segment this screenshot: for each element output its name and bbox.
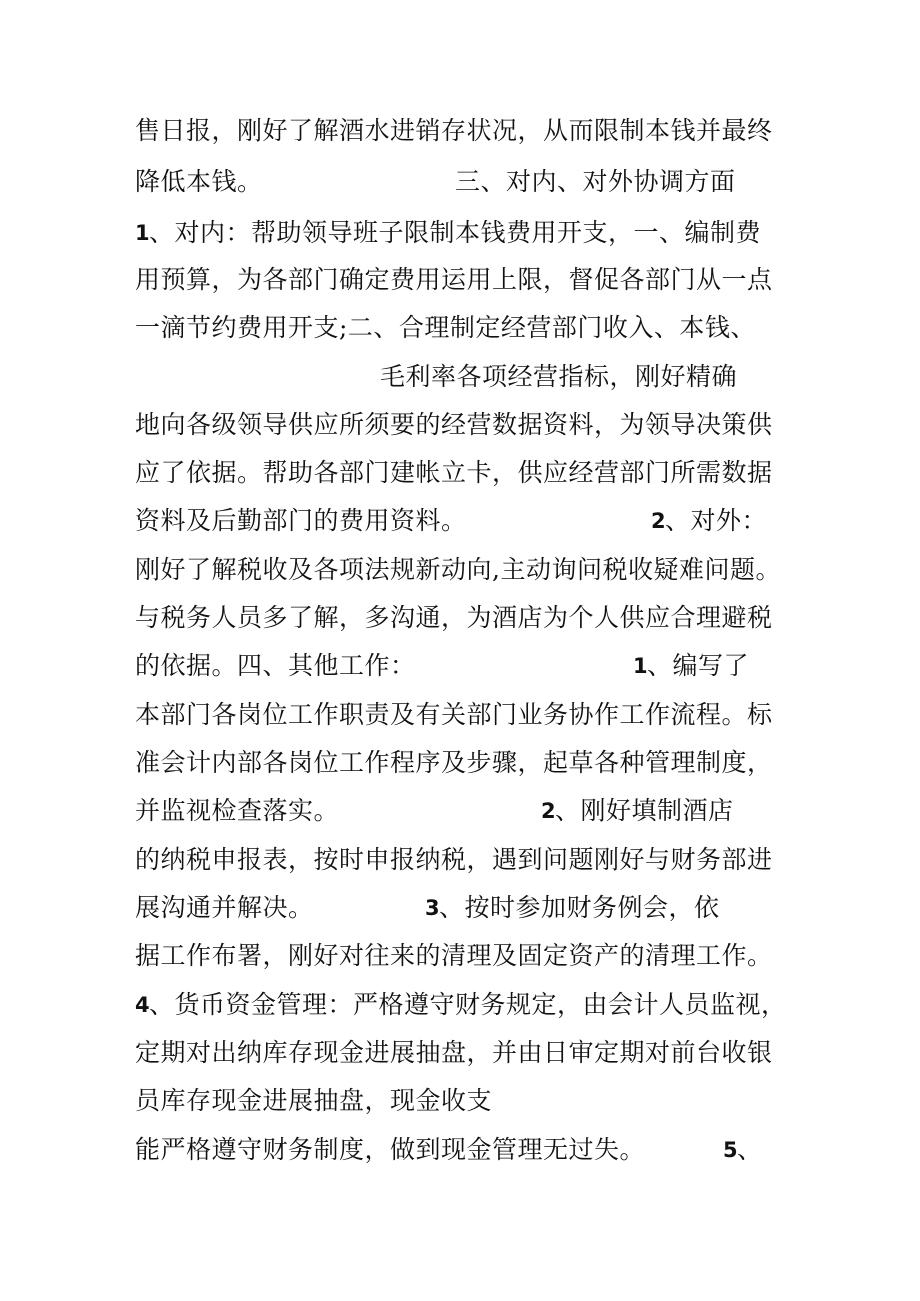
line-text: 的依据。四、其他工作： bbox=[135, 651, 416, 680]
line-text: 、按时参加财务例会，依 bbox=[439, 893, 720, 922]
line-text: 展沟通并解决。 bbox=[135, 893, 314, 922]
line-text: 据工作布署，刚好对往来的清理及固定资产的清理工作。 bbox=[135, 941, 773, 970]
text-line bbox=[135, 108, 795, 154]
line-text: 员库存现金进展抽盘，现金收支 bbox=[135, 1086, 493, 1115]
line-text: 刚好了解税收及各项法规新动向,主动询问税收疑难问题。 bbox=[135, 555, 781, 584]
line-text: 地向各级领导供应所须要的经营数据资料，为领导决策供 bbox=[135, 410, 773, 439]
line-text: 毛利率各项经营指标，刚好精确 bbox=[380, 362, 738, 391]
text-line bbox=[135, 1127, 795, 1173]
text-line bbox=[135, 740, 795, 786]
text-line bbox=[135, 498, 795, 544]
text-line bbox=[135, 354, 795, 400]
line-text: 资料及后勤部门的费用资料。 bbox=[135, 506, 467, 535]
line-text: 应了依据。帮助各部门建帐立卡，供应经营部门所需数据 bbox=[135, 458, 773, 487]
text-line bbox=[135, 1078, 795, 1124]
text-line bbox=[135, 788, 795, 834]
text-line bbox=[135, 257, 795, 303]
text-line bbox=[135, 1030, 795, 1076]
line-text: 一滴节约费用开支;二、合理制定经营部门收入、本钱、 bbox=[135, 313, 756, 342]
text-line bbox=[135, 643, 795, 689]
line-text: 本部门各岗位工作职责及有关部门业务协作工作流程。标 bbox=[135, 700, 773, 729]
line-text: 售日报，刚好了解酒水进销存状况，从而限制本钱并最终 bbox=[135, 116, 773, 145]
text-line bbox=[135, 402, 795, 448]
item-number: 2 bbox=[541, 799, 557, 823]
line-text: 的纳税申报表，按时申报纳税，遇到问题刚好与财务部进 bbox=[135, 845, 773, 874]
text-line bbox=[135, 885, 795, 931]
text-line bbox=[135, 547, 795, 593]
text-line bbox=[135, 837, 795, 883]
item-number: 1 bbox=[135, 221, 151, 245]
line-text: 降低本钱。 bbox=[135, 167, 263, 196]
line-text: 并监视检查落实。 bbox=[135, 796, 340, 825]
text-line bbox=[135, 450, 795, 496]
line-text: 、编写了 bbox=[647, 651, 750, 680]
item-number: 3 bbox=[425, 896, 441, 920]
line-text: 、 bbox=[737, 1135, 763, 1164]
text-line bbox=[135, 692, 795, 738]
text-line bbox=[135, 210, 795, 256]
line-text: 能严格遵守财务制度，做到现金管理无过失。 bbox=[135, 1135, 646, 1164]
section-heading: 三、对内、对外协调方面 bbox=[455, 167, 736, 196]
line-text: 、货币资金管理：严格遵守财务规定，由会计人员监视， bbox=[149, 990, 787, 1019]
text-line bbox=[135, 933, 795, 979]
line-text: 与税务人员多了解，多沟通，为酒店为个人供应合理避税 bbox=[135, 603, 773, 632]
line-text: 准会计内部各岗位工作程序及步骤，起草各种管理制度， bbox=[135, 748, 773, 777]
text-line bbox=[135, 595, 795, 641]
text-line bbox=[135, 159, 795, 205]
item-number: 1 bbox=[633, 654, 649, 678]
line-text: 、对外： bbox=[665, 506, 768, 535]
line-text: 用预算，为各部门确定费用运用上限，督促各部门从一点 bbox=[135, 265, 773, 294]
item-number: 2 bbox=[651, 509, 667, 533]
text-line bbox=[135, 982, 795, 1028]
line-text: 定期对出纳库存现金进展抽盘，并由日审定期对前台收银 bbox=[135, 1038, 773, 1067]
item-number: 5 bbox=[723, 1138, 739, 1162]
item-number: 4 bbox=[135, 993, 151, 1017]
line-text: 、对内：帮助领导班子限制本钱费用开支，一、编制费 bbox=[149, 218, 762, 247]
text-line bbox=[135, 305, 795, 351]
line-text: 、刚好填制酒店 bbox=[555, 796, 734, 825]
